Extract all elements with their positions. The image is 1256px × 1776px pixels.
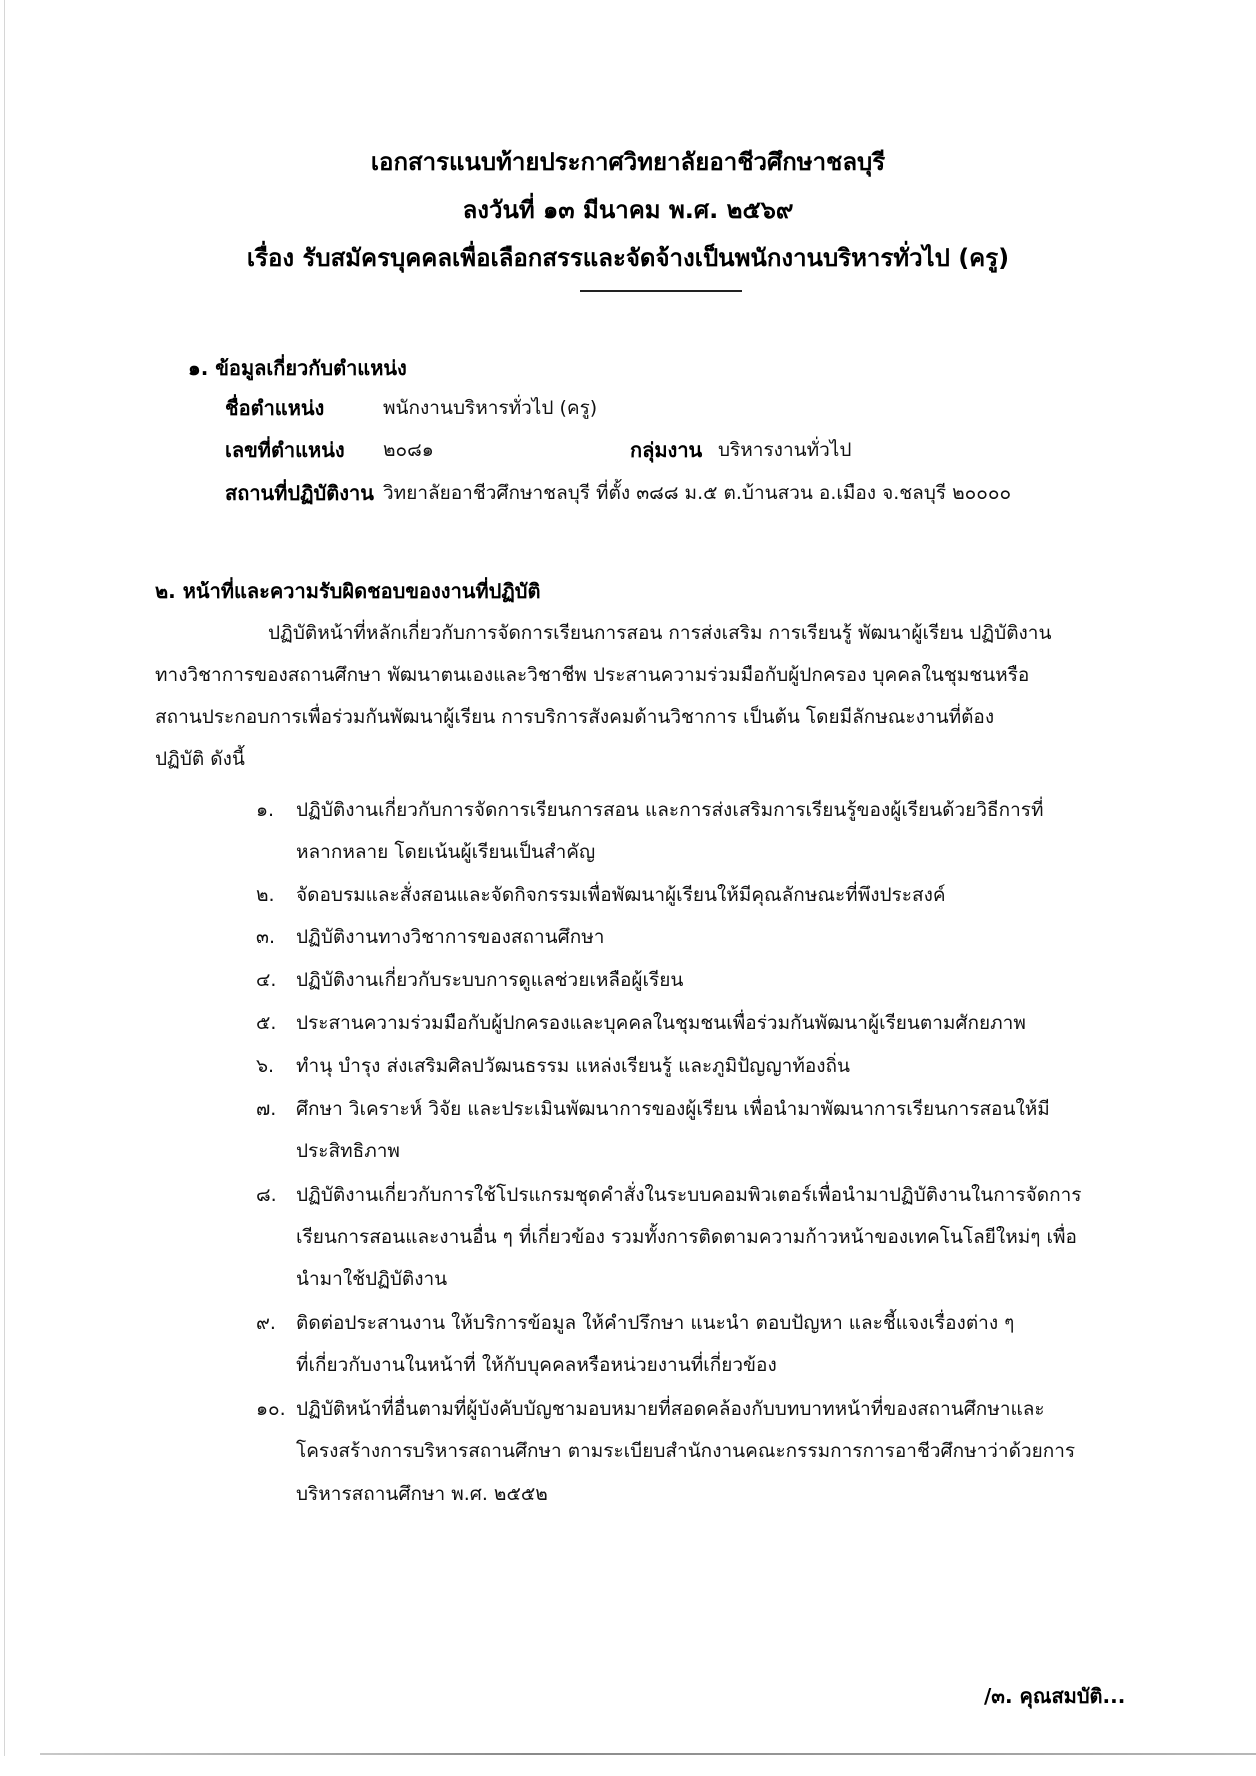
position-number-value: ๒๐๘๑	[383, 439, 434, 461]
document-subject: เรื่อง รับสมัครบุคคลเพื่อเลือกสรรและจัดจ้างเป็นพนักงานบริหารทั่วไป (ครู)	[246, 244, 1010, 272]
item-line: ปฏิบัติหน้าที่อื่นตามที่ผู้บังคับบัญชามอบหมายที่สอดคล้องกับบทบาทหน้าที่ของสถานศึกษาและ	[296, 1398, 1045, 1420]
item-line: จัดอบรมและสั่งสอนและจัดกิจกรรมเพื่อพัฒนาผู้เรียนให้มีคุณลักษณะที่พึงประสงค์	[296, 884, 946, 906]
item-line: ที่เกี่ยวกับงานในหน้าที่ ให้กับบุคคลหรือหน่วยงานที่เกี่ยวข้อง	[296, 1354, 777, 1376]
item-line: นำมาใช้ปฏิบัติงาน	[296, 1268, 448, 1290]
section2-heading: ๒. หน้าที่และความรับผิดชอบของงานที่ปฏิบัติ	[155, 579, 541, 603]
item-number: ๑๐.	[256, 1398, 286, 1420]
item-number: ๙.	[256, 1312, 276, 1334]
item-line: เรียนการสอนและงานอื่น ๆ ที่เกี่ยวข้อง รวมทั้งการติดตามความก้าวหน้าของเทคโนโลยีใหม่ๆ เพื่อ	[296, 1226, 1077, 1248]
intro-line-3: สถานประกอบการเพื่อร่วมกันพัฒนาผู้เรียน การบริการสังคมด้านวิชาการ เป็นต้น โดยมีลักษณะงานที่ต้อง	[155, 706, 995, 728]
document-title: เอกสารแนบท้ายประกาศวิทยาลัยอาชีวศึกษาชลบุรี	[370, 148, 886, 176]
position-name-label: ชื่อตำแหน่ง	[225, 396, 325, 420]
intro-line-2: ทางวิชาการของสถานศึกษา พัฒนาตนเองและวิชาชีพ ประสานความร่วมมือกับผู้ปกครอง บุคคลในชุมชนหรือ	[155, 664, 1030, 686]
item-line: หลากหลาย โดยเน้นผู้เรียนเป็นสำคัญ	[296, 841, 596, 863]
workplace-value: วิทยาลัยอาชีวศึกษาชลบุรี ที่ตั้ง ๓๘๘ ม.๕ ต.บ้านสวน อ.เมือง จ.ชลบุรี ๒๐๐๐๐	[383, 482, 1012, 504]
item-number: ๘.	[256, 1184, 277, 1206]
item-number: ๑.	[256, 799, 275, 821]
item-line: โครงสร้างการบริหารสถานศึกษา ตามระเบียบสำนักงานคณะกรรมการการอาชีวศึกษาว่าด้วยการ	[296, 1440, 1076, 1462]
item-number: ๓.	[256, 926, 276, 948]
intro-line-4: ปฏิบัติ ดังนี้	[155, 748, 245, 770]
item-number: ๖.	[256, 1055, 275, 1077]
item-line: ประสานความร่วมมือกับผู้ปกครองและบุคคลในชุมชนเพื่อร่วมกันพัฒนาผู้เรียนตามศักยภาพ	[296, 1012, 1026, 1034]
item-line: ปฏิบัติงานเกี่ยวกับการจัดการเรียนการสอน และการส่งเสริมการเรียนรู้ของผู้เรียนด้วยวิธีการที่	[296, 799, 1044, 821]
intro-line-1: ปฏิบัติหน้าที่หลักเกี่ยวกับการจัดการเรียนการสอน การส่งเสริม การเรียนรู้ พัฒนาผู้เรียน ปฏิบัติงาน	[268, 622, 1052, 644]
document-date: ลงวันที่ ๑๓ มีนาคม พ.ศ. ๒๕๖๙	[462, 196, 794, 224]
position-name-value: พนักงานบริหารทั่วไป (ครู)	[383, 397, 598, 419]
item-line: ปฏิบัติงานทางวิชาการของสถานศึกษา	[296, 926, 605, 948]
item-line: ปฏิบัติงานเกี่ยวกับระบบการดูแลช่วยเหลือผู้เรียน	[296, 969, 684, 991]
section1-heading: ๑. ข้อมูลเกี่ยวกับตำแหน่ง	[188, 356, 407, 380]
item-number: ๒.	[256, 884, 275, 906]
title-underline	[580, 290, 742, 292]
continuation-note: /๓. คุณสมบัติ...	[984, 1684, 1126, 1708]
item-number: ๗.	[256, 1098, 277, 1120]
item-number: ๔.	[256, 969, 277, 991]
workplace-label: สถานที่ปฏิบัติงาน	[225, 481, 374, 505]
item-line: ประสิทธิภาพ	[296, 1140, 400, 1162]
item-line: บริหารสถานศึกษา พ.ศ. ๒๕๕๒	[296, 1483, 548, 1505]
item-line: ทำนุ บำรุง ส่งเสริมศิลปวัฒนธรรม แหล่งเรียนรู้ และภูมิปัญญาท้องถิ่น	[296, 1055, 851, 1077]
work-group-label: กลุ่มงาน	[630, 438, 703, 462]
item-line: ศึกษา วิเคราะห์ วิจัย และประเมินพัฒนาการของผู้เรียน เพื่อนำมาพัฒนาการเรียนการสอนให้มี	[296, 1098, 1050, 1120]
item-line: ติดต่อประสานงาน ให้บริการข้อมูล ให้คำปรึกษา แนะนำ ตอบปัญหา และชี้แจงเรื่องต่าง ๆ	[296, 1312, 1015, 1334]
scan-bottom-line	[40, 1753, 1256, 1755]
item-number: ๕.	[256, 1012, 277, 1034]
work-group-value: บริหารงานทั่วไป	[718, 439, 852, 461]
item-line: ปฏิบัติงานเกี่ยวกับการใช้โปรแกรมชุดคำสั่งในระบบคอมพิวเตอร์เพื่อนำมาปฏิบัติงานในการจัดการ	[296, 1184, 1082, 1206]
position-number-label: เลขที่ตำแหน่ง	[225, 438, 345, 462]
